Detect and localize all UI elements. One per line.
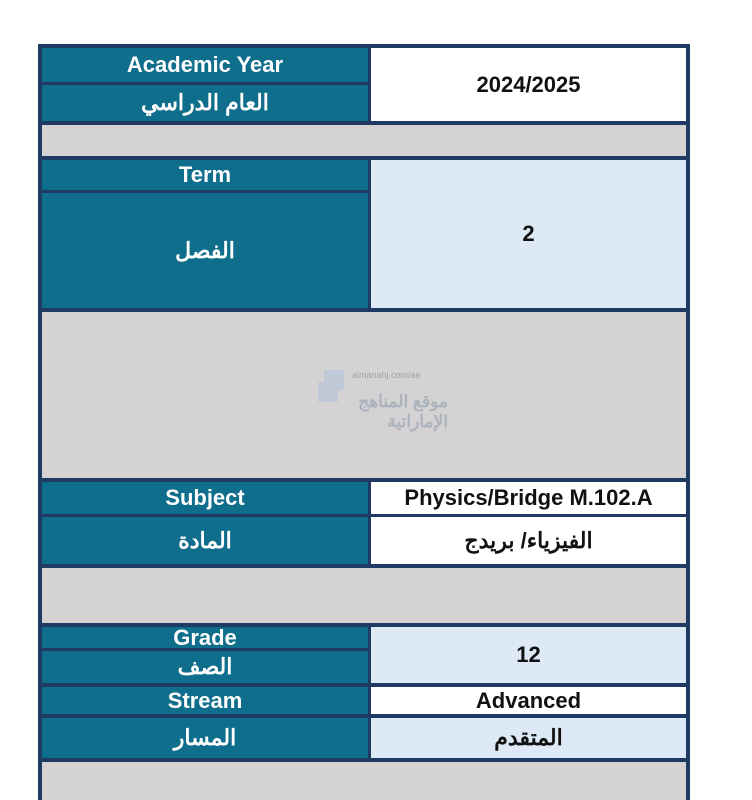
stream-label-en: Stream bbox=[42, 687, 368, 714]
info-table bbox=[38, 44, 690, 800]
watermark-name: موقع المناهج الإماراتية bbox=[358, 392, 448, 431]
spacer-row-4 bbox=[42, 762, 686, 800]
spacer-row-3 bbox=[42, 568, 686, 623]
subject-value-en: Physics/Bridge M.102.A bbox=[371, 482, 686, 514]
term-value: 2 bbox=[371, 160, 686, 308]
watermark bbox=[318, 370, 448, 432]
stream-value-ar: المتقدم bbox=[371, 718, 686, 758]
watermark-site: almanahj.com/ae bbox=[352, 370, 421, 380]
academic-year-value: 2024/2025 bbox=[371, 48, 686, 121]
stream-label-ar: المسار bbox=[42, 718, 368, 758]
spacer-row-1 bbox=[42, 125, 686, 156]
academic-year-label-en: Academic Year bbox=[42, 48, 368, 82]
subject-value-ar: الفيزياء/ بريدج bbox=[371, 517, 686, 564]
grade-value: 12 bbox=[371, 627, 686, 683]
subject-label-ar: المادة bbox=[42, 517, 368, 564]
term-label-ar: الفصل bbox=[42, 193, 368, 308]
grade-label-ar: الصف bbox=[42, 651, 368, 683]
subject-label-en: Subject bbox=[42, 482, 368, 514]
academic-year-label-ar: العام الدراسي bbox=[42, 85, 368, 121]
stream-value-en: Advanced bbox=[371, 687, 686, 714]
term-label-en: Term bbox=[42, 160, 368, 190]
grade-label-en: Grade bbox=[42, 627, 368, 648]
